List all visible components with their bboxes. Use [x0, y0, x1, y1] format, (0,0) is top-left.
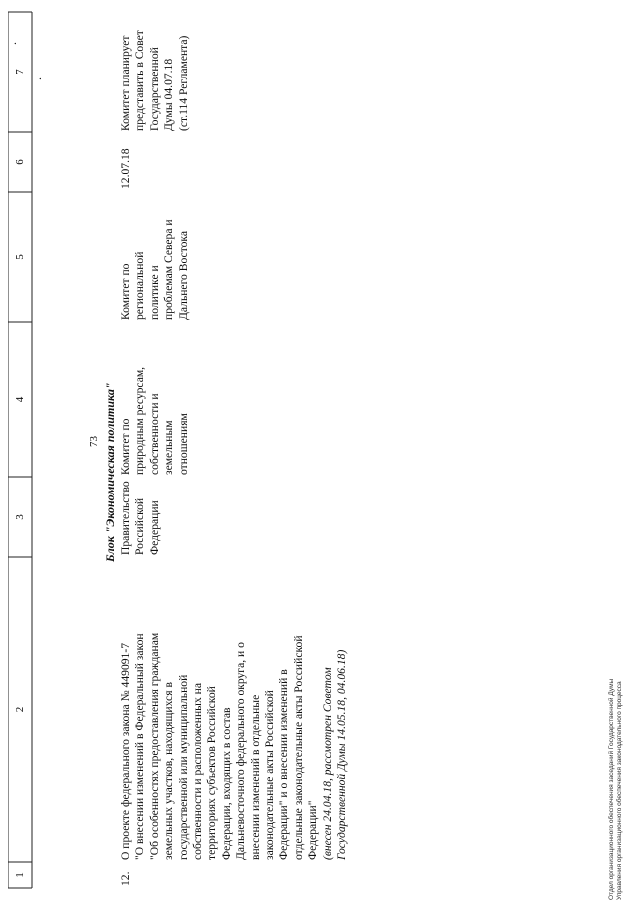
committee-line: Комитет по	[119, 418, 132, 475]
date: 12.07.18	[119, 148, 132, 189]
bill-line: внесении изменений в отдельные	[248, 694, 262, 860]
bill-line: территориях субъектов Российской	[205, 686, 219, 860]
plan-note	[119, 6, 191, 131]
co-committee-line: проблемам Севера и	[162, 219, 176, 320]
bill-note-line: (внесен 24.04.18, рассмотрен Советом	[320, 667, 334, 860]
block-title: Блок "Экономическая политика"	[103, 382, 117, 562]
bill-note-line: Государственной Думы 14.05.18, 04.06.18)	[335, 649, 349, 860]
row-number: 12.	[119, 871, 132, 886]
bill-line: государственной или муниципальной	[176, 674, 190, 860]
co-committee-line: региональной	[133, 251, 147, 320]
committee-line: земельным	[162, 420, 176, 475]
initiator-line: Правительство	[119, 481, 132, 555]
footer-line: Управления организационного обеспечения законодательного процесса	[616, 681, 623, 900]
plan-line: представить в Совет	[133, 30, 147, 131]
plan-line: (ст.114 Регламента)	[176, 35, 190, 131]
plan-line: Комитет планирует	[119, 35, 132, 131]
bill-line: "Об особенностях предоставления гражданам	[147, 632, 161, 860]
co-committee	[119, 190, 191, 320]
initiator-line: Федерации	[147, 500, 161, 555]
scan-mark: .	[5, 42, 19, 45]
bill-line: законодательные акты Российской	[263, 690, 277, 860]
committee-line: собственности и	[147, 393, 161, 475]
document-page	[5, 2, 633, 902]
co-committee-line: Дальнего Востока	[176, 230, 190, 320]
bill-line: Федерации, входящих в состав	[219, 707, 233, 860]
plan-line: Государственной	[147, 47, 161, 131]
bill-line: Федерации"	[306, 800, 320, 860]
committee-line: природным ресурсам,	[133, 366, 147, 475]
initiator-line: Российской	[133, 497, 147, 555]
header-col-6: 6	[14, 159, 26, 165]
bill-line: "О внесении изменений в Федеральный закон	[133, 633, 147, 860]
header-col-4: 4	[14, 396, 26, 403]
scan-mark: .	[30, 77, 44, 80]
bill-title	[119, 555, 350, 860]
footer	[608, 679, 624, 900]
responsible-committee	[119, 320, 191, 475]
committee-line: отношениям	[176, 413, 190, 475]
header-col-2: 2	[14, 706, 26, 713]
bill-line: земельных участков, находящихся в	[162, 682, 176, 860]
header-col-5: 5	[14, 254, 26, 260]
co-committee-line: политике и	[147, 265, 161, 320]
co-committee-line: Комитет по	[119, 263, 132, 320]
bill-line: Дальневосточного федерального округа, и о	[234, 642, 248, 860]
footer-line: Отдел организационного обеспечения заседаний Государственной Думы	[608, 678, 615, 900]
bill-line: собственности и расположенных на	[191, 683, 205, 860]
header-col-7: 7	[14, 69, 26, 75]
bill-line: О проекте федерального закона № 449091-7	[119, 643, 132, 860]
initiator	[119, 475, 162, 555]
header-col-1: 1	[14, 872, 26, 878]
header-col-3: 3	[14, 514, 26, 520]
bill-line: Федерации" и о внесении изменений в	[277, 669, 291, 860]
page-number: 73	[88, 436, 100, 447]
plan-line: Думы 04.07.18	[162, 58, 176, 131]
bill-line: отдельные законодательные акты Российской	[291, 635, 305, 860]
